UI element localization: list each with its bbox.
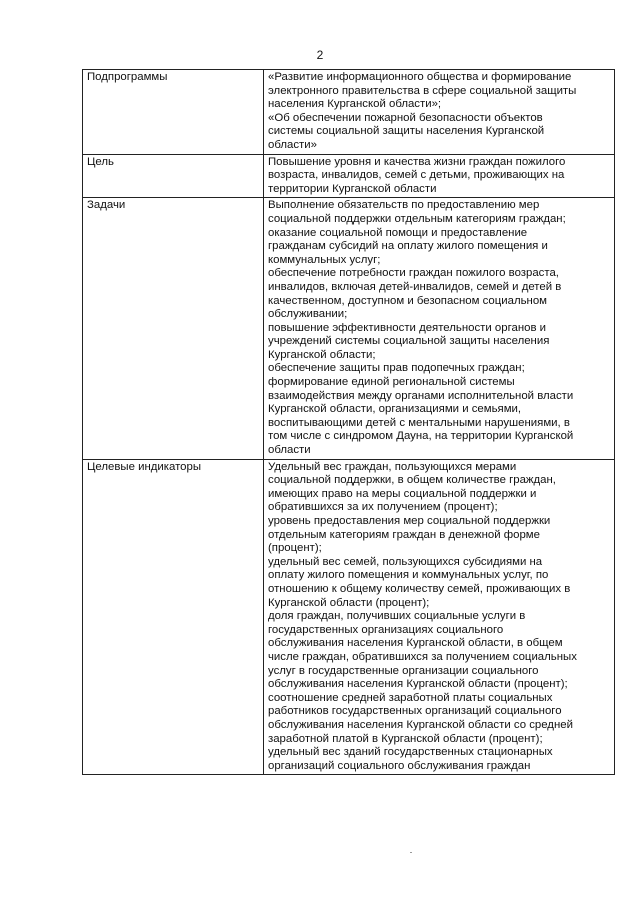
row-value bbox=[264, 459, 615, 775]
value-line: работников государственных организаций социального bbox=[268, 705, 562, 718]
value-line: качественном, доступном и безопасном социальном bbox=[268, 294, 548, 307]
value-line: Курганской области, организациями и семьями, bbox=[268, 403, 522, 416]
value-line: обеспечение потребности граждан пожилого возраста, bbox=[268, 267, 559, 280]
program-passport-table bbox=[82, 69, 615, 775]
value-line: инвалидов, включая детей-инвалидов, семей и детей в bbox=[268, 280, 562, 293]
value-line: имеющих право на меры социальной поддержки и bbox=[268, 487, 537, 500]
value-line: гражданам субсидий на оплату жилого помещения и bbox=[268, 240, 548, 253]
row-value bbox=[264, 154, 615, 198]
value-line: обеспечение защиты прав подопечных граждан; bbox=[268, 362, 525, 375]
value-line: числе граждан, обратившихся за получением социальных bbox=[268, 650, 577, 663]
value-line: (процент); bbox=[268, 542, 322, 555]
value-line: уровень предоставления мер социальной поддержки bbox=[268, 515, 551, 527]
value-line: формирование единой региональной системы bbox=[268, 376, 515, 389]
value-line: государственных организациях социального bbox=[268, 623, 504, 636]
row-label: Подпрограммы bbox=[83, 70, 264, 155]
value-line: территории Курганской области bbox=[268, 182, 437, 195]
row-label: Целевые индикаторы bbox=[83, 459, 264, 775]
value-line: отношению к общему количеству семей, проживающих в bbox=[268, 582, 571, 595]
row-label: Цель bbox=[83, 154, 264, 198]
value-line: том числе с синдромом Дауна, на территории Курганской bbox=[268, 430, 574, 443]
value-line: обслуживания населения Курганской области (процент); bbox=[268, 678, 568, 691]
value-line: организаций социального обслуживания граждан bbox=[268, 759, 531, 772]
table-row bbox=[83, 70, 615, 155]
value-line: удельный вес зданий государственных стационарных bbox=[268, 746, 553, 759]
value-line: оказание социальной помощи и предоставление bbox=[268, 226, 528, 239]
value-line: повышение эффективности деятельности органов и bbox=[268, 321, 547, 334]
value-line: области» bbox=[268, 138, 317, 151]
table-row bbox=[83, 198, 615, 459]
value-line: «Развитие информационного общества и формирование bbox=[268, 71, 572, 83]
value-line: Повышение уровня и качества жизни граждан пожилого bbox=[268, 155, 566, 168]
value-line: учреждений системы социальной защиты населения bbox=[268, 335, 550, 348]
table-row bbox=[83, 154, 615, 198]
row-value bbox=[264, 70, 615, 155]
value-line: Выполнение обязательств по предоставлению мер bbox=[268, 199, 540, 212]
value-line: доля граждан, получивших социальные услуги в bbox=[268, 610, 526, 623]
value-line: Удельный вес граждан, пользующихся мерами bbox=[268, 460, 517, 473]
value-line: оплату жилого помещения и коммунальных услуг, по bbox=[268, 569, 549, 582]
scan-mark bbox=[410, 852, 412, 853]
value-line: населения Курганской области»; bbox=[268, 98, 442, 111]
value-line: электронного правительства в сфере социальной защиты bbox=[268, 84, 577, 97]
table-row bbox=[83, 459, 615, 775]
value-line: услуг в государственные организации социального bbox=[268, 664, 539, 677]
value-line: воспитывающими детей с ментальными нарушениями, в bbox=[268, 416, 570, 429]
value-line: соотношение средней заработной платы социальных bbox=[268, 691, 553, 704]
value-line: системы социальной защиты населения Курганской bbox=[268, 125, 545, 138]
value-line: обслуживании; bbox=[268, 308, 348, 321]
value-line: обслуживания населения Курганской области со средней bbox=[268, 718, 573, 731]
value-line: отдельным категориям граждан в денежной форме bbox=[268, 528, 540, 541]
value-line: обратившихся за их получением (процент); bbox=[268, 501, 498, 514]
value-line: удельный вес семей, пользующихся субсидиями на bbox=[268, 555, 543, 568]
row-label: Задачи bbox=[83, 198, 264, 459]
value-line: возраста, инвалидов, семей с детьми, проживающих на bbox=[268, 169, 565, 182]
value-line: Курганской области; bbox=[268, 348, 376, 361]
value-line: Курганской области (процент); bbox=[268, 596, 430, 609]
value-line: взаимодействия между органами исполнительной власти bbox=[268, 389, 574, 402]
value-line: социальной поддержки, в общем количестве граждан, bbox=[268, 474, 556, 487]
value-line: области bbox=[268, 444, 311, 457]
value-line: «Об обеспечении пожарной безопасности объектов bbox=[268, 111, 543, 124]
page-number: 2 bbox=[316, 48, 324, 62]
row-value bbox=[264, 198, 615, 459]
value-line: обслуживания населения Курганской области, в общем bbox=[268, 637, 563, 650]
value-line: социальной поддержки отдельным категориям граждан; bbox=[268, 212, 566, 225]
table-body bbox=[83, 70, 615, 775]
value-line: коммунальных услуг; bbox=[268, 253, 381, 266]
value-line: заработной платой в Курганской области (процент); bbox=[268, 732, 543, 745]
